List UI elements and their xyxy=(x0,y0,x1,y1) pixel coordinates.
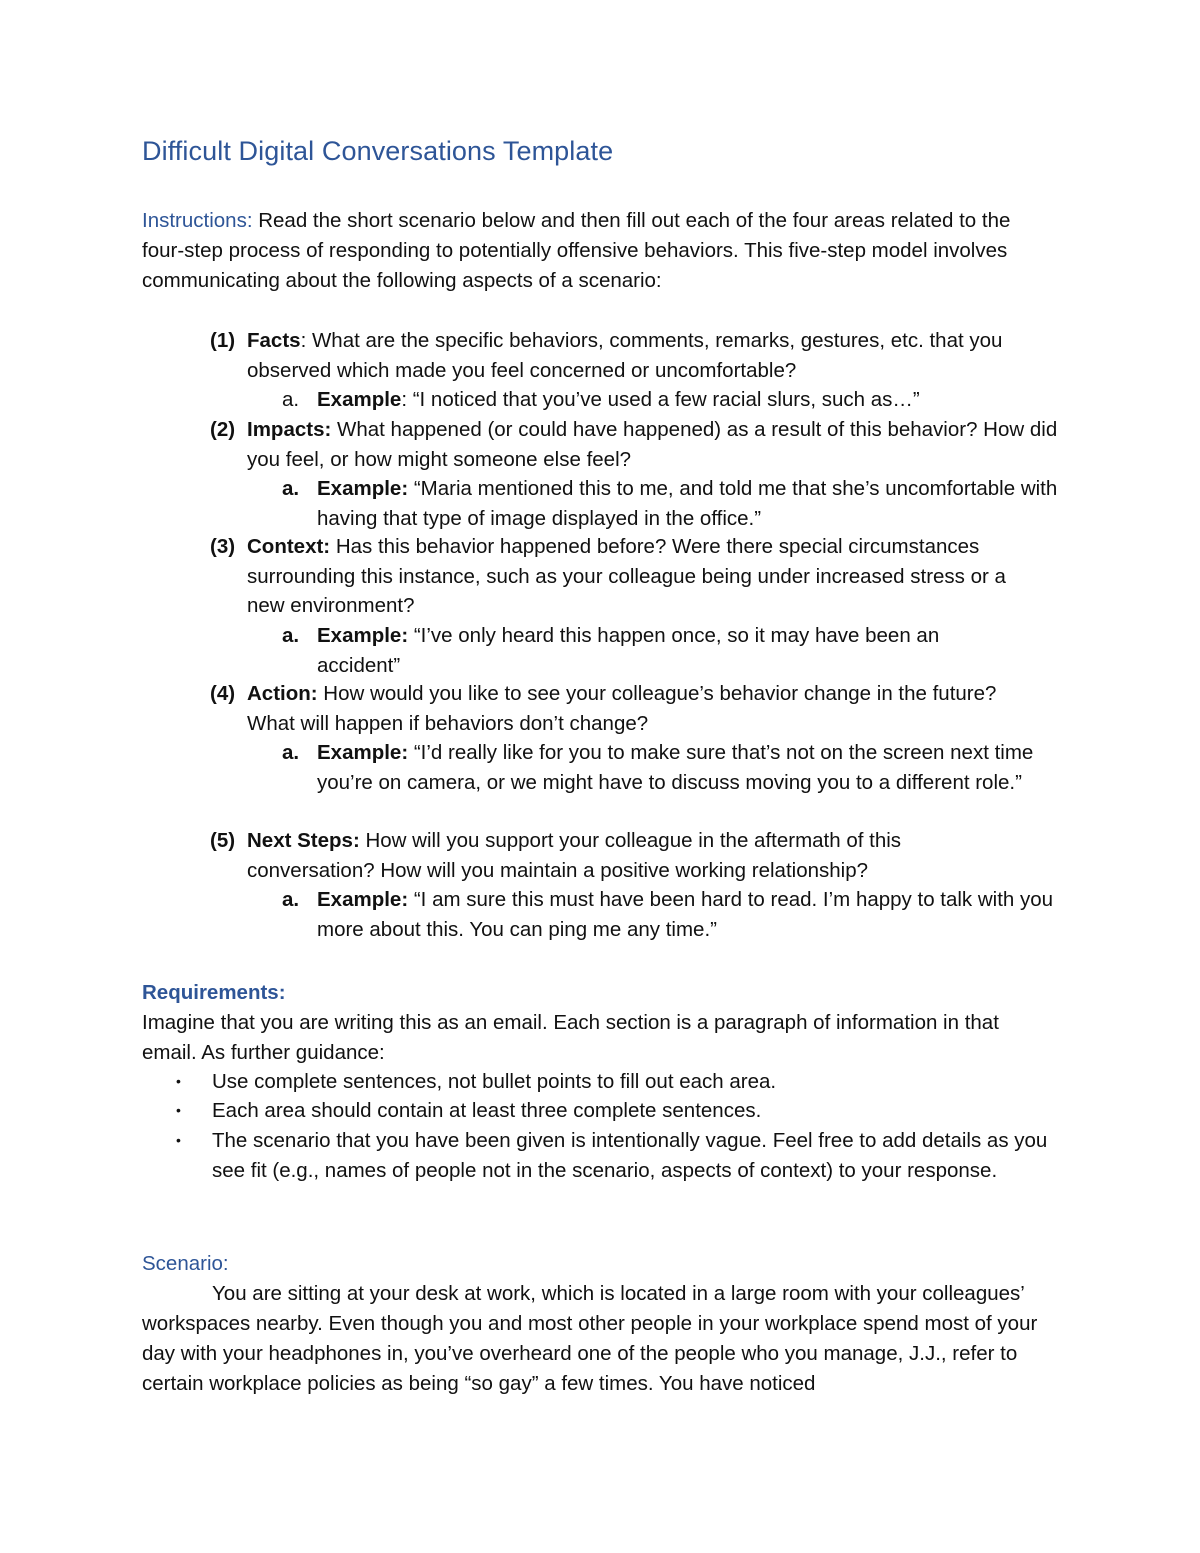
step-description: Has this behavior happened before? Were there special circumstances surrounding this instance, such as your colleague being under increased stress or a new environment? xyxy=(247,535,1006,617)
instructions-text: Read the short scenario below and then fill out each of the four areas related to the four-step process of responding to potentially offensive behaviors. This five-step model involves communicating about the following aspects of a scenario: xyxy=(142,209,1011,292)
example-label: Example: xyxy=(317,624,409,647)
list-item-text: Use complete sentences, not bullet points to fill out each area. xyxy=(212,1070,777,1093)
example-marker: a. xyxy=(282,624,300,647)
bullet-icon: • xyxy=(176,1102,181,1118)
requirements-heading: Requirements: xyxy=(142,981,286,1004)
step-text xyxy=(247,415,1062,474)
example-label: Example: xyxy=(317,477,409,500)
example-label: Example: xyxy=(317,888,409,911)
list-item-text: Each area should contain at least three complete sentences. xyxy=(212,1099,762,1122)
bullet-icon: • xyxy=(176,1132,181,1148)
scenario-text: You are sitting at your desk at work, which is located in a large room with your colleagues’ workspaces nearby. Even though you and most other people in your workplace spend most of your day with your headphones in, you’ve overheard one of the people who you manage, J.J., refer to certain workplace policies as being “so gay” a few times. You have noticed xyxy=(142,1282,1038,1395)
example-quote: “I am sure this must have been hard to read. I’m happy to talk with you more about this. You can ping me any time.” xyxy=(317,888,1054,941)
step-label: Facts xyxy=(247,329,301,352)
example-quote: “Maria mentioned this to me, and told me that she’s uncomfortable with having that type of image displayed in the office.” xyxy=(317,477,1058,530)
example-label: Example xyxy=(317,388,402,411)
example-text xyxy=(317,474,1062,533)
example-text xyxy=(317,885,1062,944)
step-description: What happened (or could have happened) as a result of this behavior? How did you feel, or how might someone else feel? xyxy=(247,418,1058,471)
example-quote: “I’d really like for you to make sure that’s not on the screen next time you’re on camera, or we might have to discuss moving you to a different role.” xyxy=(317,741,1034,794)
example-marker: a. xyxy=(282,388,300,411)
example-marker: a. xyxy=(282,888,300,911)
step-label: Impacts: xyxy=(247,418,332,441)
example-label: Example: xyxy=(317,741,409,764)
step-text xyxy=(247,326,1062,385)
step-description: How would you like to see your colleague’s behavior change in the future? What will happen if behaviors don’t change? xyxy=(247,682,997,735)
step-number: (3) xyxy=(210,535,236,558)
example-text xyxy=(317,738,1062,797)
step-label: Action: xyxy=(247,682,318,705)
list-item-text: The scenario that you have been given is intentionally vague. Feel free to add details as you see fit (e.g., names of people not in the scenario, aspects of context) to your response. xyxy=(212,1129,1048,1182)
step-description: How will you support your colleague in the aftermath of this conversation? How will you maintain a positive working relationship? xyxy=(247,829,902,882)
bullet-icon: • xyxy=(176,1073,181,1089)
scenario-heading: Scenario: xyxy=(142,1252,229,1275)
step-number: (2) xyxy=(210,418,236,441)
example-quote: : “I noticed that you’ve used a few racial slurs, such as…” xyxy=(401,388,920,411)
example-quote: “I’ve only heard this happen once, so it may have been an accident” xyxy=(317,624,940,677)
document-title: Difficult Digital Conversations Template xyxy=(142,136,614,166)
step-label: Context: xyxy=(247,535,331,558)
step-text xyxy=(247,679,1047,738)
example-text xyxy=(317,621,1007,680)
example-text xyxy=(317,385,1062,415)
instructions-label: Instructions: xyxy=(142,209,253,232)
instructions-paragraph xyxy=(142,206,1057,296)
requirements-intro: Imagine that you are writing this as an email. Each section is a paragraph of information in that email. As further guidance: xyxy=(142,1011,999,1064)
step-description: : What are the specific behaviors, comments, remarks, gestures, etc. that you observed which made you feel concerned or uncomfortable? xyxy=(247,329,1003,382)
step-number: (5) xyxy=(210,829,236,852)
step-text xyxy=(247,826,967,885)
step-label: Next Steps: xyxy=(247,829,360,852)
example-marker: a. xyxy=(282,477,300,500)
step-text xyxy=(247,532,1047,621)
example-marker: a. xyxy=(282,741,300,764)
step-number: (4) xyxy=(210,682,236,705)
step-number: (1) xyxy=(210,329,236,352)
